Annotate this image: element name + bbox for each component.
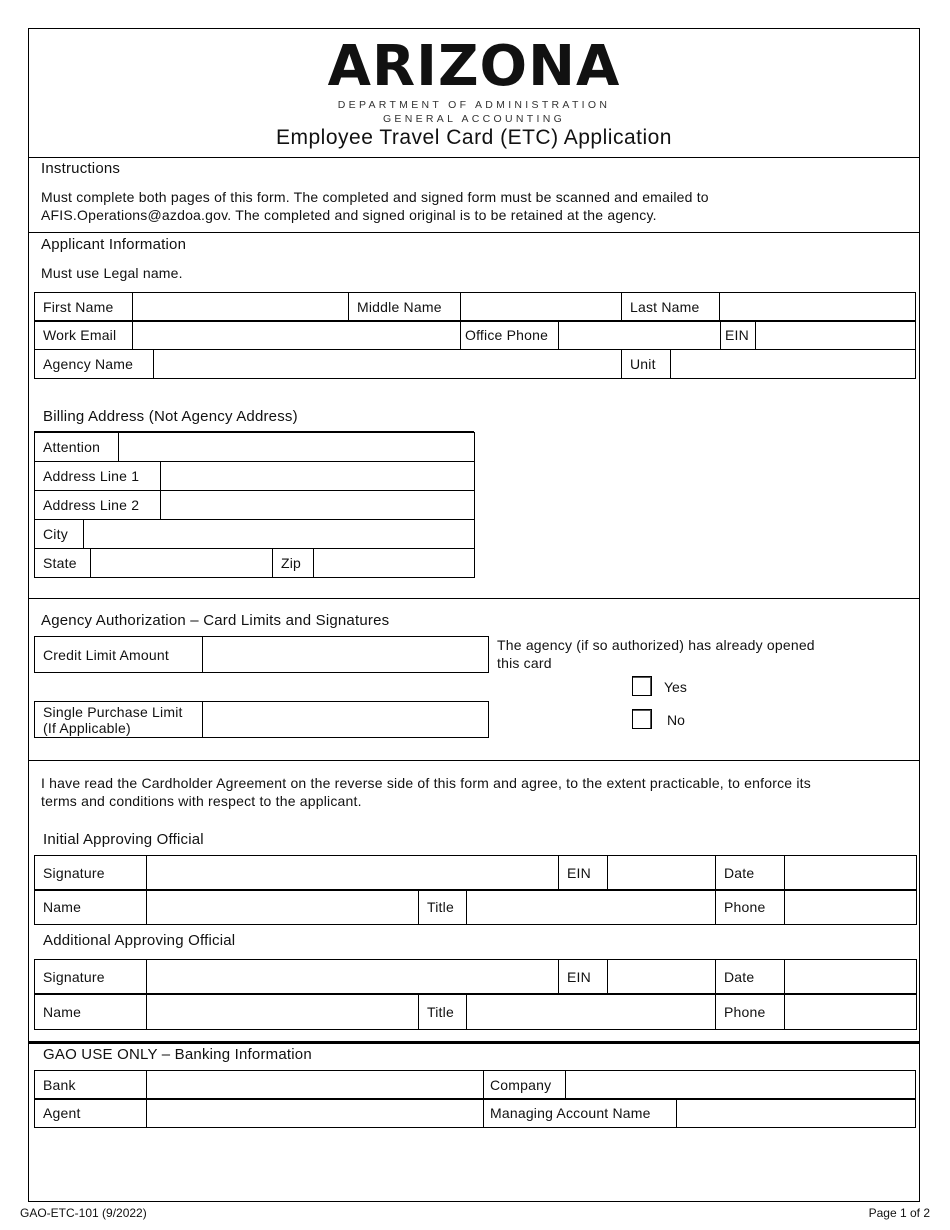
authorization-section-title: Agency Authorization – Card Limits and Signatures [41,612,390,629]
additional-date-field[interactable] [785,960,917,995]
agent-label: Agent [35,1099,147,1128]
attention-label: Attention [35,433,119,462]
company-field[interactable] [566,1071,916,1100]
initial-ein-field[interactable] [608,856,716,891]
state-label: State [35,549,91,578]
instructions-title: Instructions [41,160,121,177]
form-page [28,28,920,1202]
address-line-1-label: Address Line 1 [35,462,161,491]
page-title: Employee Travel Card (ETC) Application [276,126,672,149]
additional-signature-label: Signature [35,960,147,995]
initial-phone-label: Phone [716,890,785,925]
billing-city-table [34,519,475,549]
additional-ein-field[interactable] [608,960,716,995]
last-name-field[interactable] [720,293,916,322]
billing-section-title: Billing Address (Not Agency Address) [43,408,298,425]
agreement-line-1: I have read the Cardholder Agreement on the reverse side of this form and agree, to the extent practicable, to enforce its [41,775,811,791]
billing-state-table [34,548,475,578]
initial-date-field[interactable] [785,856,917,891]
logo-division-line: GENERAL ACCOUNTING [382,113,566,125]
address-line-2-label: Address Line 2 [35,491,161,520]
additional-name-field[interactable] [147,994,419,1030]
bank-label: Bank [35,1071,147,1100]
bank-field[interactable] [147,1071,484,1100]
first-name-field[interactable] [133,293,349,322]
additional-phone-label: Phone [716,994,785,1030]
zip-label: Zip [273,549,314,578]
company-label: Company [484,1071,566,1100]
card-opened-question-line-2: this card [497,655,552,671]
card-opened-no-checkbox[interactable] [632,709,652,729]
initial-phone-field[interactable] [785,890,917,925]
credit-limit-table [34,636,489,673]
zip-field[interactable] [314,549,475,578]
credit-limit-label: Credit Limit Amount [35,637,203,673]
gao-agent-table [34,1098,916,1128]
applicant-agency-table [34,349,916,379]
initial-name-field[interactable] [147,890,419,925]
card-opened-yes-label: Yes [664,679,687,695]
billing-attention-table [34,432,475,462]
attention-field[interactable] [119,433,475,462]
initial-official-title: Initial Approving Official [43,831,204,848]
middle-name-field[interactable] [461,293,622,322]
city-field[interactable] [84,520,475,549]
additional-phone-field[interactable] [785,994,917,1030]
address-line-1-field[interactable] [161,462,475,491]
managing-account-label: Managing Account Name [484,1099,677,1128]
single-purchase-field[interactable] [203,702,489,738]
billing-address-table [34,461,475,520]
initial-title-label: Title [419,890,467,925]
state-field[interactable] [91,549,273,578]
divider [29,598,919,599]
work-email-field[interactable] [133,321,461,350]
applicant-name-table [34,292,916,322]
single-purchase-label-line-2: (If Applicable) [43,719,131,736]
logo-department-line: DEPARTMENT OF ADMINISTRATION [337,99,611,111]
agreement-line-2: terms and conditions with respect to the applicant. [41,793,362,809]
gao-bank-table [34,1070,916,1100]
legal-name-note: Must use Legal name. [41,265,183,281]
page-number: Page 1 of 2 [868,1206,930,1220]
first-name-label: First Name [35,293,133,322]
additional-official-name-table [34,993,917,1030]
initial-official-name-table [34,889,917,925]
instructions-line-2: AFIS.Operations@azdoa.gov. The completed and signed original is to be retained at the agency. [41,207,657,223]
credit-limit-field[interactable] [203,637,489,673]
agency-name-label: Agency Name [35,350,154,379]
applicant-contact-table [34,320,916,350]
initial-title-field[interactable] [467,890,716,925]
single-purchase-label-line-1: Single Purchase Limit [43,703,183,720]
address-line-2-field[interactable] [161,491,475,520]
last-name-label: Last Name [622,293,720,322]
card-opened-question-line-1: The agency (if so authorized) has already opened [497,637,815,653]
arizona-logo: ARIZONA [327,34,621,99]
divider [29,157,919,158]
single-purchase-table [34,701,489,738]
work-email-label: Work Email [35,321,133,350]
additional-signature-field[interactable] [147,960,559,995]
divider [29,232,919,233]
initial-date-label: Date [716,856,785,891]
form-id: GAO-ETC-101 (9/2022) [20,1206,147,1220]
initial-name-label: Name [35,890,147,925]
additional-official-title: Additional Approving Official [43,932,236,949]
unit-field[interactable] [671,350,916,379]
initial-ein-label: EIN [559,856,608,891]
additional-title-label: Title [419,994,467,1030]
initial-signature-field[interactable] [147,856,559,891]
card-opened-no-label: No [667,712,685,728]
initial-signature-label: Signature [35,856,147,891]
gao-divider [29,1041,919,1044]
gao-section-title: GAO USE ONLY – Banking Information [43,1046,312,1063]
agency-name-field[interactable] [154,350,622,379]
additional-date-label: Date [716,960,785,995]
instructions-line-1: Must complete both pages of this form. The completed and signed form must be scanned and emailed to [41,189,709,205]
managing-account-field[interactable] [677,1099,916,1128]
agent-field[interactable] [147,1099,484,1128]
additional-ein-label: EIN [559,960,608,995]
initial-official-signature-table [34,855,917,891]
additional-name-label: Name [35,994,147,1030]
office-phone-field[interactable] [559,321,721,350]
office-phone-label: Office Phone [461,321,559,350]
additional-official-signature-table [34,959,917,995]
single-purchase-label [35,702,203,738]
additional-title-field[interactable] [467,994,716,1030]
unit-label: Unit [622,350,671,379]
ein-label: EIN [721,321,756,350]
applicant-section-title: Applicant Information [41,236,187,253]
ein-field[interactable] [756,321,916,350]
city-label: City [35,520,84,549]
middle-name-label: Middle Name [349,293,461,322]
divider [29,760,919,761]
card-opened-yes-checkbox[interactable] [632,676,652,696]
